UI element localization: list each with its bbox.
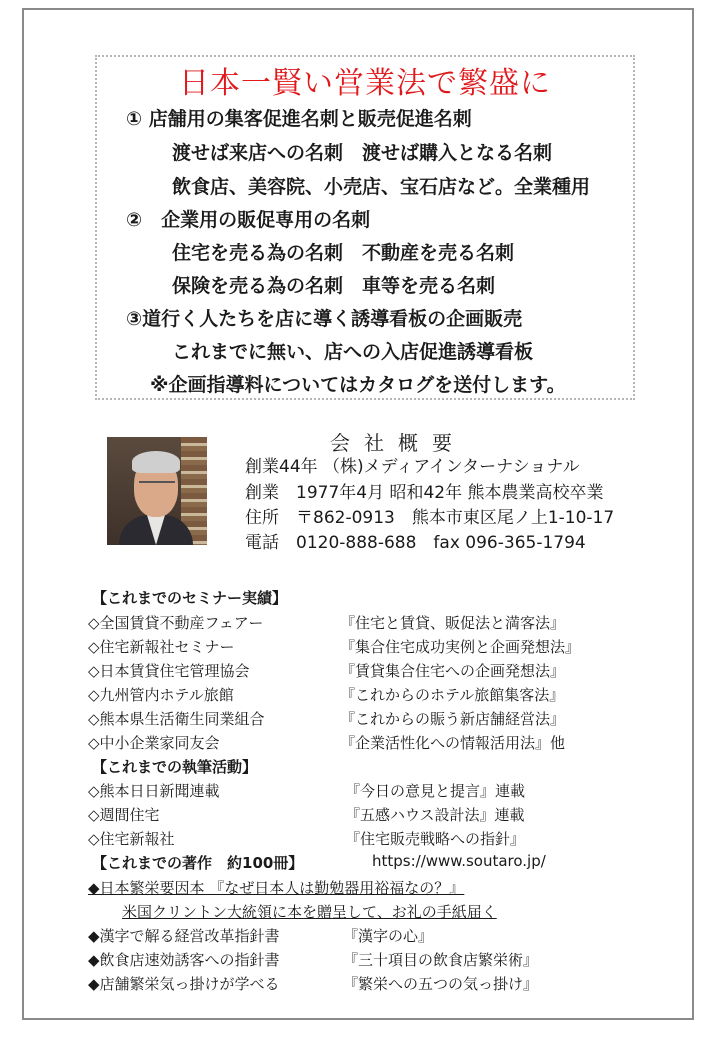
- company-line: 創業44年 （株)メディアインターナショナル: [245, 457, 580, 477]
- seminar-org: ◇九州管内ホテル旅館: [88, 686, 234, 704]
- seminar-topic: 『これからの賑う新店舗経営法』: [340, 710, 566, 728]
- book-name: 『繁栄への五つの気っ掛け』: [343, 975, 539, 993]
- company-line: 住所 〒862-0913 熊本市東区尾ノ上1-10-17: [245, 508, 615, 528]
- book-title: ◆店舗繁栄気っ掛けが学べる: [88, 975, 280, 993]
- seminar-topic: 『集合住宅成功実例と企画発想法』: [340, 638, 581, 656]
- seminar-topic: 『住宅と賃貸、販促法と満客法』: [340, 614, 566, 632]
- seminar-topic: 『賃貸集合住宅への企画発想法』: [340, 662, 566, 680]
- writing-topic: 『住宅販売戦略への指針』: [345, 830, 526, 848]
- book-title: ◆飲食店速効誘客への指針書: [88, 951, 280, 969]
- writing-org: ◇住宅新報社: [88, 830, 175, 848]
- books-heading: 【これまでの著作 約100冊】: [92, 854, 304, 872]
- writing-org: ◇週間住宅: [88, 806, 160, 824]
- seminar-topic: 『企業活性化への情報活用法』他: [340, 734, 566, 752]
- seminar-org: ◇中小企業家同友会: [88, 734, 220, 752]
- promo-line: これまでに無い、店への入店促進誘導看板: [172, 341, 534, 363]
- seminar-org: ◇日本賃貸住宅管理協会: [88, 662, 250, 680]
- writing-topic: 『五感ハウス設計法』連載: [345, 806, 525, 824]
- seminar-org: ◇全国賃貸不動産フェアー: [88, 614, 264, 632]
- promo-line: 住宅を売る為の名刺 不動産を売る名刺: [172, 242, 515, 264]
- company-line: 創業 1977年4月 昭和42年 熊本農業高校卒業: [245, 483, 604, 503]
- book-name: 『漢字の心』: [343, 927, 434, 945]
- website-link[interactable]: https://www.soutaro.jp/: [372, 852, 546, 870]
- company-title: 会社概要: [330, 431, 466, 455]
- writing-org: ◇熊本日日新聞連載: [88, 782, 220, 800]
- seminar-topic: 『これからのホテル旅館集客法』: [340, 686, 565, 704]
- seminar-org: ◇熊本県生活衛生同業組合: [88, 710, 265, 728]
- book-title: ◆漢字で解る経営改革指針書: [88, 927, 280, 945]
- company-line: 電話 0120-888-688 fax 096-365-1794: [245, 533, 586, 553]
- promo-line: 飲食店、美容院、小売店、宝石店など。全業種用: [172, 176, 591, 198]
- book-feature-note: 米国クリントン大統領に本を贈呈して、お礼の手紙届く: [122, 903, 497, 921]
- promo-line: ③道行く人たちを店に導く誘導看板の企画販売: [126, 308, 523, 330]
- promo-line: 渡せば来店への名刺 渡せば購入となる名刺: [172, 142, 553, 164]
- promo-line: ① 店舗用の集客促進名刺と販売促進名刺: [126, 108, 472, 130]
- seminar-heading: 【これまでのセミナー実績】: [92, 589, 288, 607]
- author-photo: [107, 437, 207, 545]
- promo-headline: 日本一賢い営業法で繁盛に: [179, 66, 551, 101]
- writing-topic: 『今日の意見と提言』連載: [345, 782, 526, 800]
- book-feature: ◆日本繁栄要因本 『なぜ日本人は勤勉器用裕福なの？』: [88, 879, 465, 897]
- book-name: 『三十項目の飲食店繁栄術』: [343, 951, 539, 969]
- promo-line: ② 企業用の販促専用の名刺: [126, 209, 371, 231]
- seminar-org: ◇住宅新報社セミナー: [88, 638, 235, 656]
- promo-note: ※企画指導料についてはカタログを送付します。: [150, 374, 566, 396]
- writing-heading: 【これまでの執筆活動】: [92, 758, 258, 776]
- promo-line: 保険を売る為の名刺 車等を売る名刺: [172, 275, 496, 297]
